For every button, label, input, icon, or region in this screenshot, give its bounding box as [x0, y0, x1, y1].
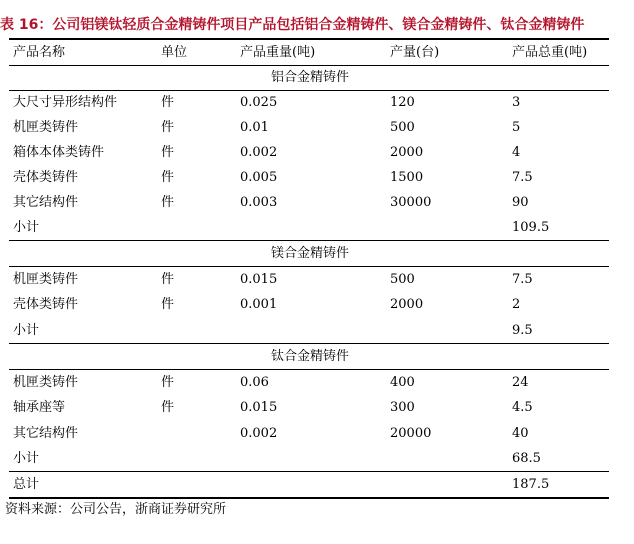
- header-unit: 单位: [161, 45, 188, 60]
- weight-cell: 0.002: [240, 145, 278, 160]
- output-cell: 20000: [390, 426, 432, 441]
- unit-cell: 件: [161, 145, 175, 160]
- product-name-cell: 轴承座等: [13, 400, 66, 415]
- source-note: 资料来源：公司公告，浙商证券研究所: [5, 502, 227, 517]
- total-weight-cell: 24: [512, 375, 529, 390]
- table-row: [0, 370, 634, 395]
- table-row: [0, 115, 634, 140]
- product-name-cell: 箱体本体类铸件: [13, 145, 105, 160]
- subtotal-row: [0, 446, 634, 471]
- total-weight-cell: 40: [512, 426, 529, 441]
- output-cell: 500: [390, 120, 415, 135]
- table-row: [0, 395, 634, 420]
- weight-cell: 0.002: [240, 426, 278, 441]
- subtotal-row: [0, 318, 634, 343]
- weight-cell: 0.001: [240, 297, 278, 312]
- product-name-cell: 大尺寸异形结构件: [13, 95, 118, 110]
- header-output: 产量(台): [390, 45, 440, 60]
- unit-cell: 件: [161, 400, 175, 415]
- unit-cell: 件: [161, 170, 175, 185]
- output-cell: 500: [390, 272, 415, 287]
- output-cell: 2000: [390, 297, 424, 312]
- header-weight: 产品重量(吨): [240, 45, 316, 60]
- table-row: [0, 165, 634, 190]
- output-cell: 400: [390, 375, 415, 390]
- total-value: 187.5: [512, 477, 550, 492]
- section-label: 铝合金精铸件: [270, 70, 349, 85]
- section-header: [0, 241, 634, 266]
- output-cell: 300: [390, 400, 415, 415]
- subtotal-label: 小计: [13, 451, 40, 466]
- product-name-cell: 其它结构件: [13, 426, 79, 441]
- section-header: [0, 344, 634, 369]
- total-weight-cell: 90: [512, 195, 529, 210]
- product-name-cell: 机匣类铸件: [13, 272, 79, 287]
- output-cell: 1500: [390, 170, 424, 185]
- header-total-weight: 产品总重(吨): [512, 45, 588, 60]
- subtotal-value: 9.5: [512, 323, 533, 338]
- total-label: 总计: [13, 477, 40, 492]
- table-row: [0, 421, 634, 446]
- subtotal-label: 小计: [13, 220, 40, 235]
- total-weight-cell: 7.5: [512, 272, 533, 287]
- total-weight-cell: 4: [512, 145, 521, 160]
- subtotal-value: 68.5: [512, 451, 541, 466]
- total-weight-cell: 7.5: [512, 170, 533, 185]
- section-header: [0, 65, 634, 90]
- table-row: [0, 267, 634, 292]
- subtotal-label: 小计: [13, 323, 40, 338]
- unit-cell: 件: [161, 120, 175, 135]
- table-row: [0, 140, 634, 165]
- header-product-name: 产品名称: [13, 45, 66, 60]
- output-cell: 2000: [390, 145, 424, 160]
- subtotal-value: 109.5: [512, 220, 550, 235]
- unit-cell: 件: [161, 375, 175, 390]
- section-label: 钛合金精铸件: [270, 349, 349, 364]
- weight-cell: 0.015: [240, 272, 278, 287]
- unit-cell: 件: [161, 95, 175, 110]
- weight-cell: 0.025: [240, 95, 278, 110]
- product-name-cell: 壳体类铸件: [13, 170, 79, 185]
- product-name-cell: 其它结构件: [13, 195, 79, 210]
- weight-cell: 0.06: [240, 375, 269, 390]
- total-weight-cell: 2: [512, 297, 521, 312]
- weight-cell: 0.01: [240, 120, 269, 135]
- header-row: [0, 40, 634, 65]
- table-title: 表 16：公司铝镁钛轻质合金精铸件项目产品包括铝合金精铸件、镁合金精铸件、钛合金精铸件: [0, 17, 585, 33]
- total-row: [0, 472, 634, 497]
- subtotal-row: [0, 215, 634, 240]
- weight-cell: 0.015: [240, 400, 278, 415]
- output-cell: 120: [390, 95, 415, 110]
- weight-cell: 0.003: [240, 195, 278, 210]
- unit-cell: 件: [161, 195, 175, 210]
- section-label: 镁合金精铸件: [270, 246, 349, 261]
- table-row: [0, 90, 634, 115]
- total-weight-cell: 5: [512, 120, 521, 135]
- product-name-cell: 壳体类铸件: [13, 297, 79, 312]
- output-cell: 30000: [390, 195, 432, 210]
- product-name-cell: 机匣类铸件: [13, 375, 79, 390]
- weight-cell: 0.005: [240, 170, 278, 185]
- table-row: [0, 292, 634, 317]
- total-weight-cell: 4.5: [512, 400, 533, 415]
- total-weight-cell: 3: [512, 95, 521, 110]
- unit-cell: 件: [161, 272, 175, 287]
- table-row: [0, 190, 634, 215]
- product-name-cell: 机匣类铸件: [13, 120, 79, 135]
- unit-cell: 件: [161, 297, 175, 312]
